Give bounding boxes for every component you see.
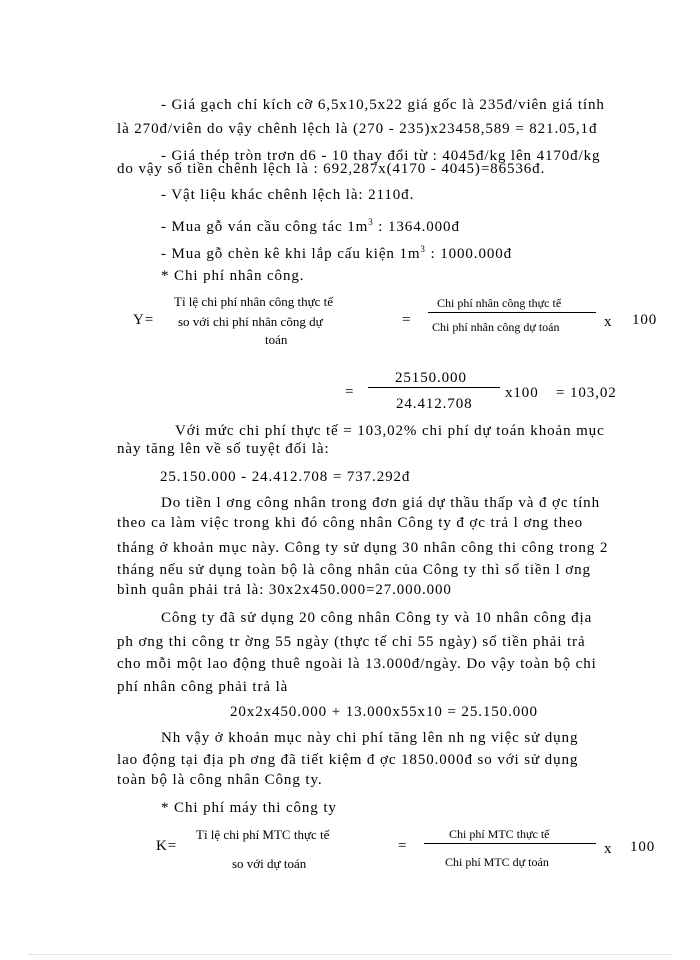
text-line: tháng nếu sử dụng toàn bộ là công nhân của Công ty thì số tiền l ơng [117,562,591,578]
text-line: Do tiền l ơng công nhân trong đơn giá dự thầu thấp và đ ợc tính [161,495,600,511]
formula-lhs: K= [156,838,178,854]
formula-text: toán [265,332,288,347]
formula-hundred: 100 [632,312,658,328]
text-line: cho mỗi một lao động thuê ngoài là 13.000đ/ngày. Do vậy toàn bộ chi [117,656,597,672]
fraction-bar [424,843,596,844]
formula-text: so với chi phí nhân công dự [178,314,323,329]
formula-denominator: 24.412.708 [396,396,473,412]
text-line: này tăng lên về số tuyệt đối là: [117,441,330,457]
text-line: tháng ở khoản mục này. Công ty sử dụng 30 nhân công thi công trong 2 [117,540,609,556]
text-line: theo ca làm việc trong khi đó công nhân Công ty đ ợc trả l ơng theo [117,515,584,531]
text-line: Với mức chi phí thực tế = 103,02% chi phí dự toán khoản mục [175,423,605,439]
text-line: - Vật liệu khác chênh lệch là: 2110đ. [161,187,415,203]
text-line: là 270đ/viên do vậy chênh lệch là (270 - 235)x23458,589 = 821.05,1đ [117,121,598,137]
text-span: : 1364.000đ [373,219,460,235]
formula-text: so với dự toán [232,856,307,871]
formula-eq: = [345,384,355,400]
text-line: 25.150.000 - 24.412.708 = 737.292đ [160,469,411,485]
formula-eq: = [402,312,412,328]
superscript: 3 [368,217,374,227]
formula-text: Tỉ lệ chi phí nhân công thực tế [174,294,334,309]
formula-text: Tỉ lệ chi phí MTC thực tế [196,827,330,842]
formula-times: x [604,841,613,857]
text-line: ph ơng thi công tr ờng 55 ngày (thực tế chỉ 55 ngày) số tiền phải trả [117,634,586,650]
formula-times: x100 [505,385,539,401]
text-line: do vậy số tiền chênh lệch là : 692,287x(4170 - 4045)=86536đ. [117,161,546,177]
formula-numerator: 25150.000 [395,370,467,386]
formula-eq: = [398,838,408,854]
formula-numerator: Chi phí MTC thực tế [449,827,550,841]
formula-hundred: 100 [630,839,656,855]
text-line: bình quân phải trả là: 30x2x450.000=27.000.000 [117,582,452,598]
fraction-bar [368,387,500,388]
text-line: lao động tại địa ph ơng đã tiết kiệm đ ợc 1850.000đ so với sử dụng [117,752,579,768]
text-line: - Giá thép tròn trơn d6 - 10 thay đổi từ : 4045đ/kg lên 4170đ/kg [161,148,601,164]
text-line: 20x2x450.000 + 13.000x55x10 = 25.150.000 [230,704,538,720]
text-span: : 1000.000đ [425,246,513,262]
formula-lhs: Y= [133,312,155,328]
section-heading: * Chi phí máy thi công ty [161,800,337,816]
formula-result: = 103,02 [556,385,617,401]
text-line [161,240,512,263]
formula-denominator: Chi phí MTC dự toán [445,855,549,869]
text-line: toàn bộ là công nhân Công ty. [117,772,323,788]
formula-numerator: Chi phí nhân công thực tế [437,296,562,310]
formula-times: x [604,314,613,330]
text-line: - Giá gạch chỉ kích cỡ 6,5x10,5x22 giá gốc là 235đ/viên giá tính [161,97,605,113]
text-line: Công ty đã sử dụng 20 công nhân Công ty và 10 nhân công địa [161,610,593,626]
fraction-bar [428,312,596,313]
text-line: phí nhân công phải trả là [117,679,289,695]
text-line [161,213,460,236]
section-heading: * Chi phí nhân công. [161,268,305,284]
text-span: - Mua gỗ ván cầu công tác 1m [161,219,369,235]
superscript: 3 [420,244,426,254]
page-edge-divider [28,954,672,955]
formula-denominator: Chi phí nhân công dự toán [432,320,560,334]
text-line: Nh vậy ở khoản mục này chi phí tăng lên nh ng việc sử dụng [161,730,579,746]
text-span: - Mua gỗ chèn kê khi lắp cấu kiện 1m [161,246,421,262]
